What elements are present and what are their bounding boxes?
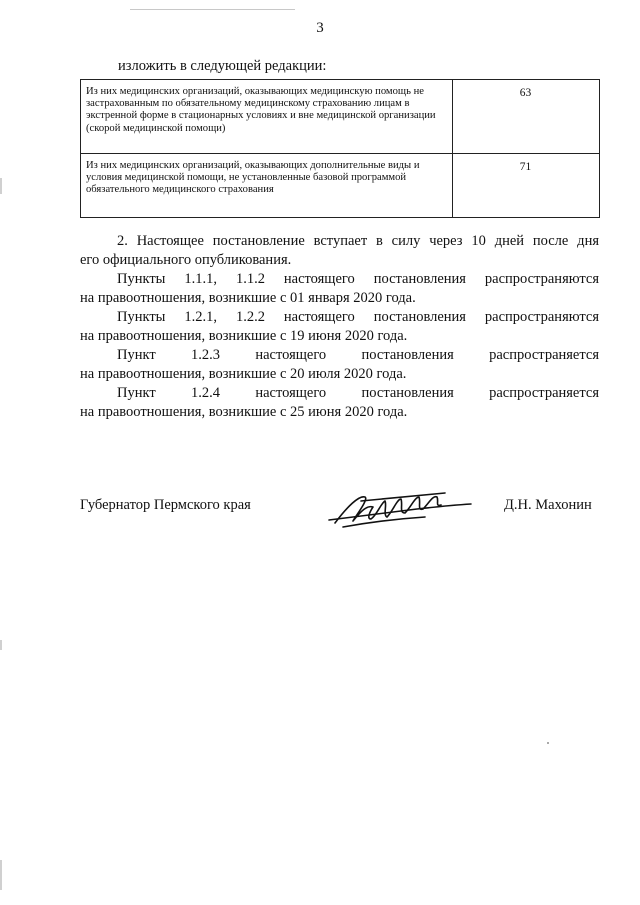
scan-edge-mark — [0, 178, 2, 194]
paragraph-line: на правоотношения, возникшие с 19 июня 2020 года. — [80, 328, 408, 344]
table-cell-value: 63 — [453, 80, 600, 154]
table-row — [81, 80, 600, 154]
paragraph-line: Пункты 1.2.1, 1.2.2 настоящего постановления распространяются — [117, 309, 599, 325]
signatory-name: Д.Н. Махонин — [504, 497, 592, 513]
intro-text: изложить в следующей редакции: — [118, 58, 327, 74]
paragraph-line: на правоотношения, возникшие с 20 июля 2020 года. — [80, 366, 407, 382]
amendment-table — [80, 79, 600, 218]
table-row — [81, 154, 600, 218]
paragraph-line: Пункты 1.1.1, 1.1.2 настоящего постановления распространяются — [117, 271, 599, 287]
table-cell-description: Из них медицинских организаций, оказывающих дополнительные виды и условия медицинской помощи, не установленные базовой программой обязательного медицинского страхования — [81, 154, 453, 218]
scan-top-rule — [130, 9, 295, 10]
scan-speck — [547, 742, 549, 744]
page-number: 3 — [316, 20, 324, 36]
paragraph-line: Пункт 1.2.4 настоящего постановления распространяется — [117, 385, 599, 401]
scan-edge-mark — [0, 860, 2, 890]
scan-edge-mark — [0, 640, 2, 650]
paragraph-line: Пункт 1.2.3 настоящего постановления распространяется — [117, 347, 599, 363]
handwritten-signature — [325, 487, 475, 532]
paragraph-clause — [80, 384, 599, 422]
paragraph-line: на правоотношения, возникшие с 01 января 2020 года. — [80, 290, 416, 306]
table-cell-description: Из них медицинских организаций, оказывающих медицинскую помощь не застрахованным по обязательному медицинскому страхованию лицам в экстренной форме в стационарных условиях и вне медицинской организации (скорой медицинской помощи) — [81, 80, 453, 154]
signatory-position: Губернатор Пермского края — [80, 497, 251, 513]
paragraph-clause — [80, 308, 599, 346]
paragraph-line: его официального опубликования. — [80, 252, 292, 268]
paragraph-line: 2. Настоящее постановление вступает в силу через 10 дней после дня — [117, 233, 599, 249]
paragraph-clause — [80, 270, 599, 308]
paragraph-effective-date — [80, 232, 599, 270]
table-cell-value: 71 — [453, 154, 600, 218]
paragraph-clause — [80, 346, 599, 384]
paragraph-line: на правоотношения, возникшие с 25 июня 2020 года. — [80, 404, 408, 420]
